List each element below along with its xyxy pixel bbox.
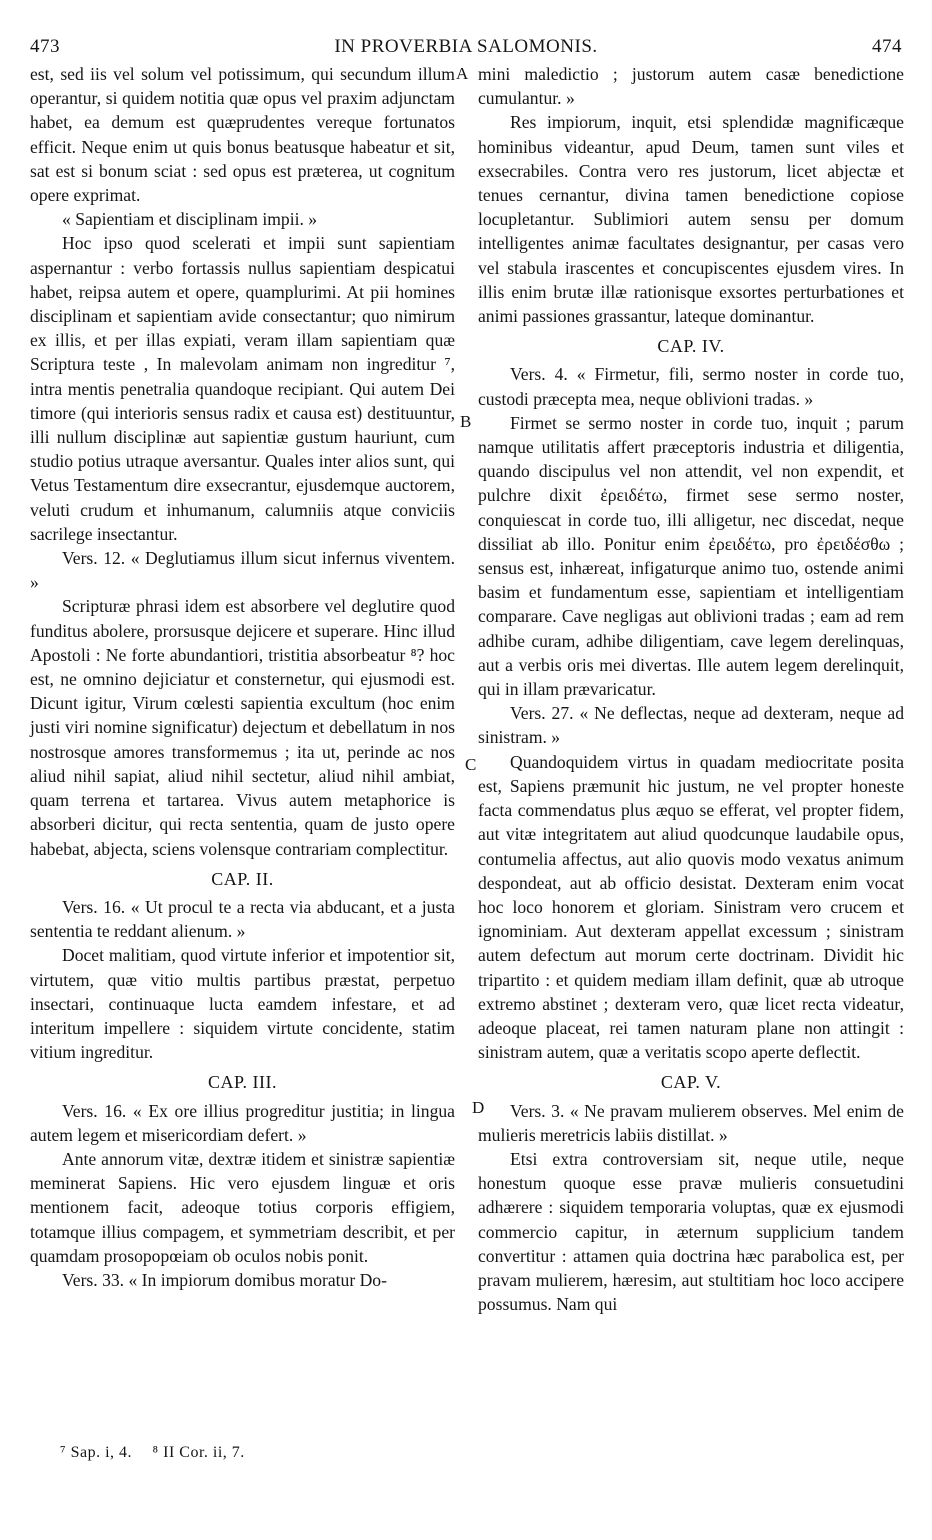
paragraph: Ante annorum vitæ, dextræ itidem et sinistræ sapientiæ meminerat Sapiens. Hic vero ejusdem linguæ et oris mentionem facit, adeoque totius corporis effigiem, totamque illius compagem, et symmetriam describit, et per quamdam prosopopœiam ob oculos nobis ponit. [30,1148,455,1266]
chapter-heading: CAP. V. [660,1072,722,1093]
verse-heading: Vers. 16. « Ex ore illius progreditur justitia; in lingua autem legem et misericordiam defert. » [30,1100,455,1145]
paragraph: est, sed iis vel solum vel potissimum, qui secundum illum operantur, si quidem notitia quæ opus vel praxim adjunctam habet, ea demum est quæprudentes vereque fortunatos efficit. Neque enim ut quis bonus beatusque habeatur et sit, sat est si bonum sciat : sed opus est præterea, ut cognitum opere exprimat. [30,64,455,206]
chapter-heading: CAP. II. [211,868,274,889]
margin-letter-a: A [456,64,469,83]
paragraph: Etsi extra controversiam sit, neque utile, neque honestum quoque esse pravæ mulieris consuetudini adhærere : siquidem temporaria voluptas, quæ ex ejusmodi commercio capitur, in æternum supplicium tandem convertitur : attamen quia doctrina hæc parabolica est, per pravam mulierem, hæresim, aut stultitiam hoc loco accipere possumus. Nam qui [478,1148,904,1315]
footnote: ⁷ Sap. i, 4. [60,1444,133,1461]
paragraph: mini maledictio ; justorum autem casæ benedictione cumulantur. » [478,64,904,109]
margin-letter-d: D [472,1098,485,1117]
left-column [30,62,455,1292]
right-column [478,62,904,1316]
lemma: « Sapientiam et disciplinam impii. » [62,209,318,230]
page-number-right: 474 [872,36,902,57]
margin-letter-c: C [465,755,477,774]
running-header [30,36,902,62]
verse-heading: Vers. 4. « Firmetur, fili, sermo noster in corde tuo, custodi præcepta mea, neque oblivioni tradas. » [478,364,904,409]
page-number-left: 473 [30,36,60,57]
verse-heading: Vers. 33. « In impiorum domibus moratur Do- [62,1269,387,1290]
footnotes [60,1444,261,1462]
verse-heading: Vers. 3. « Ne pravam mulierem observes. Mel enim de mulieris meretricis labiis distillat. » [478,1100,904,1145]
paragraph: Firmet se sermo noster in corde tuo, inquit ; parum namque utilitatis affert præceptoris industria et diligentia, quando discipulus vel non attendit, vel non expendit, et pulchre dixit ἐρειδέτω, firmet sese sermo noster, conquiescat in corde tuo, illi alligetur, nec discedat, neque dissiliat ab illo. Ponitur enim ἐρειδέτω, pro ἐρειδέσθω ; sensus est, inhæreat, infigaturque animo tuo, ostende animi basim et fundamentum esse, sapientiam et intelligentiam comparare. Cave negligas aut oblivioni tradas ; eam ad rem adhibe curam, adhibe diligentiam, cave legem derelinquas, aut a verbis oris mei divertas. Ille autem legem derelinquit, qui in illam prævaricatur. [478,412,904,700]
running-title: IN PROVERBIA SALOMONIS. [334,36,598,57]
chapter-heading: CAP. IV. [657,336,725,357]
footnote: ⁸ II Cor. ii, 7. [152,1444,245,1461]
paragraph: Scripturæ phrasi idem est absorbere vel deglutire quod funditus abolere, prorsusque dejicere et superare. Hinc illud Apostoli : Ne forte abundantiori, tristitia absorbeatur ⁸? hoc est, ne omnino dejiciatur et consternetur, qui ejusmodi est. Dicunt igitur, Virum cœlesti sapientia excultum (hoc enim justi viri nomine significatur) dejectum et debellatum in nos nostrosque amores transformemus ; ita ut, perinde ac nos aliud nihil sapiat, aliud nihil sectetur, aliud nihil ambiat, quam terrena et tartarea. Vivus autem metaphorice is absorberi dicitur, qui recta sententia, quam de justo opere habebat, abjecta, sciens volensque contrariam complectitur. [30,596,455,859]
verse-heading: Vers. 16. « Ut procul te a recta via abducant, et a justa sententia te reddant alienum. » [30,896,455,942]
verse-heading: Vers. 27. « Ne deflectas, neque ad dexteram, neque ad sinistram. » [478,703,904,748]
paragraph: Docet malitiam, quod virtute inferior et impotentior sit, virtutem, quæ vitio multis partibus præstat, perpetuo insectari, continuaque lucta eamdem infestare, et ad interitum impellere : siquidem virtute concidente, statim vitium ingreditur. [30,945,455,1063]
paragraph: Quandoquidem virtus in quadam mediocritate posita est, Sapiens præmunit hic justum, ne vel propter honeste facta commendatus plus æquo se efferat, vel propter fidem, aut vitæ integritatem aut aliud quodcunque laudabile opus, contumelia affectus, aut alio quovis modo vexatus animum despondeat, aut ab officio desistat. Dexteram enim vocat hoc loco honorem et gloriam. Sinistram vero crucem et ignominiam. Aut dexteram appellat excessum ; sinistram autem defectum aut morum certe doctrinam. Dividit hic tripartito : et quidem mediam illam definit, quæ ab utroque extremo abstinet ; dexteram vero, quæ licet recta videatur, adeoque placeat, rei tamen naturam plane non attingit : sinistram autem, quæ a veritatis scopo aperte deflectit. [478,751,904,1063]
paragraph: Res impiorum, inquit, etsi splendidæ magnificæque hominibus videantur, apud Deum, tamen sunt viles et exsecrabiles. Contra vero res justorum, licet abjectæ et tenues cernantur, divina tamen benedictione copiose locupletantur. Sublimiori autem sensu per domum intelligentes animæ facultates designantur, per casas vero vel stabula irascentes et concupiscentes ejusdem vires. In illis enim brutæ illæ rationisque exsortes perturbationes et animi passiones grassantur, lateque dominantur. [478,112,904,327]
verse-heading: Vers. 12. « Deglutiamus illum sicut infernus viventem. » [30,548,455,593]
chapter-heading: CAP. III. [207,1072,277,1093]
margin-letter-b: B [460,412,472,431]
paragraph: Hoc ipso quod scelerati et impii sunt sapientiam aspernantur : verbo fortassis nullus sapientiam despicatui habet, reipsa autem et opere, quamplurimi. At pii homines disciplinam et sapientiam avide consectantur; quo nimirum ex illis, et per illas expiati, veram illam sapientiam quæ Scriptura teste , In malevolam animam non ingreditur ⁷, intra mentis penetralia quandoque recipiant. Qui autem Dei timore (qui interioris sensus radix et causa est) destituuntur, illi nullum disciplinæ aut sapientiæ gustum hauriunt, cum studio potius utraque aversantur. Quales inter alios sunt, qui Vetus Testamentum dire exsecrantur, ejusdemque auctorem, veluti crudum et inhumanum, calumniis atque conviciis sacrilege insectantur. [30,233,455,544]
